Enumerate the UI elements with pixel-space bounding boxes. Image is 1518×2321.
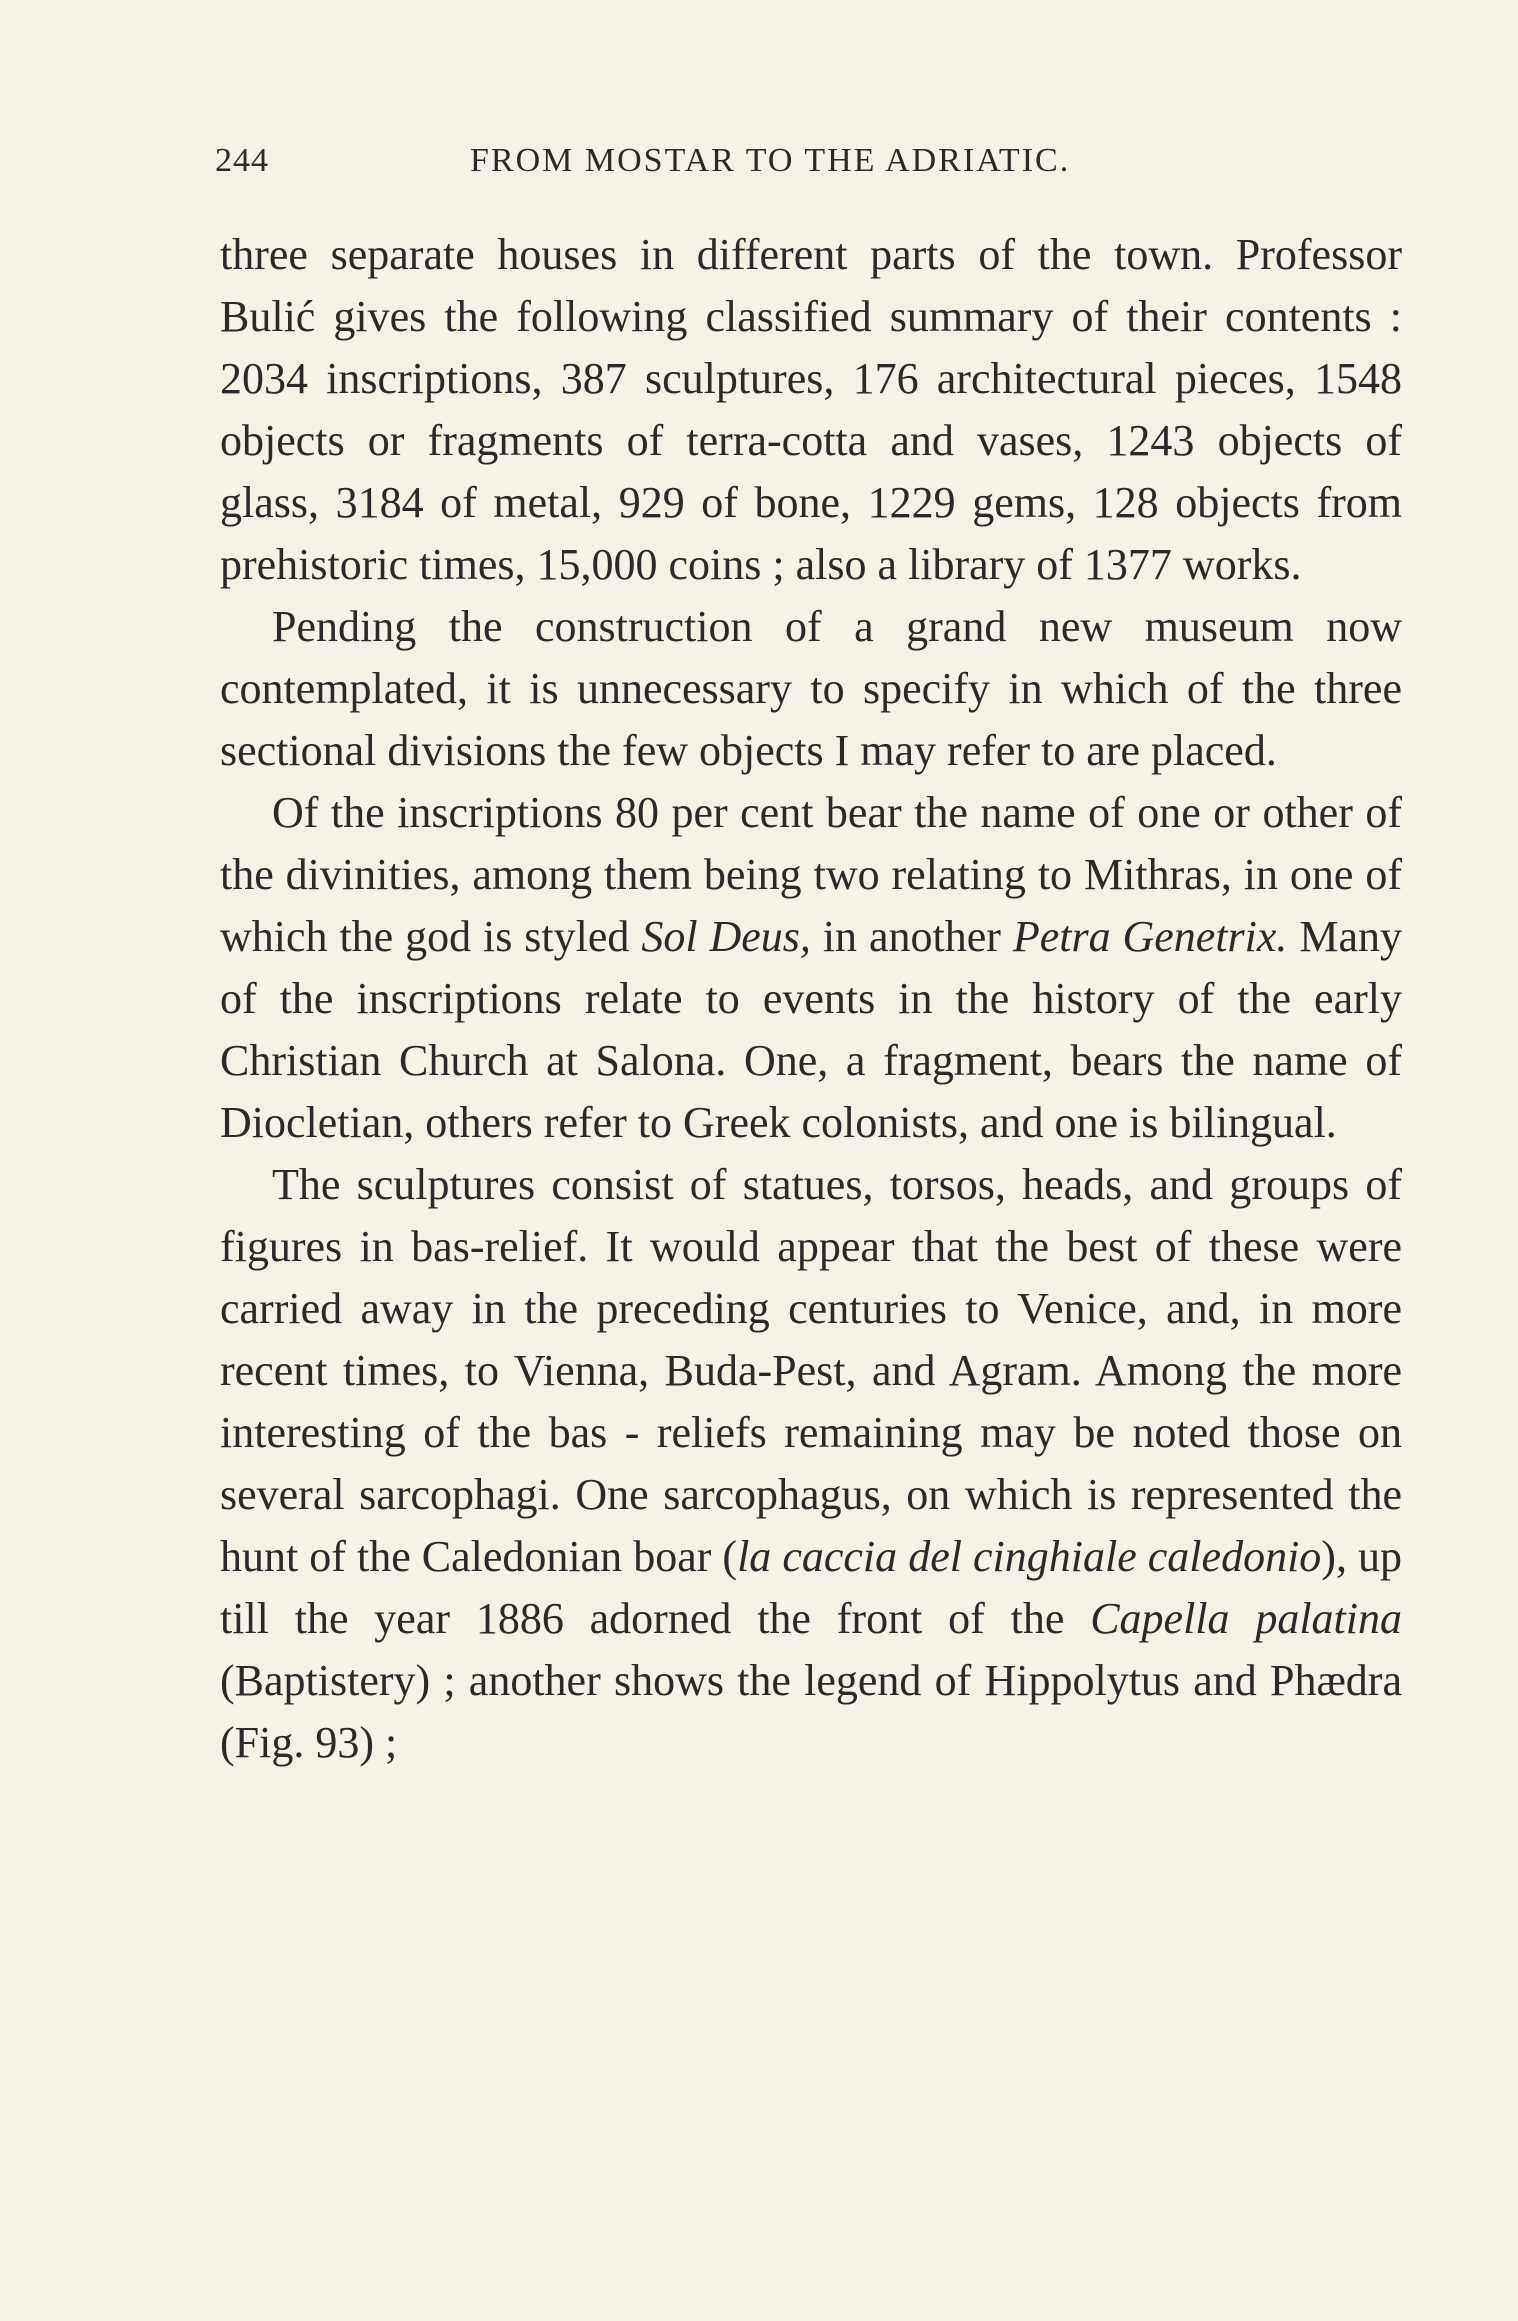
page-number: 244	[215, 142, 269, 179]
page-header	[215, 142, 1150, 202]
paragraph-new-museum: Pending the construction of a grand new museum now contemplated, it is unnecessary to specify in which of the three sectional divisions the few objects I may refer to are placed.	[220, 602, 1402, 775]
body-text	[220, 224, 1402, 1774]
sculptures-italic-caccia: la caccia del cinghiale caledonio	[737, 1532, 1322, 1581]
sculptures-text-1: The sculptures consist of statues, torsos, heads, and groups of figures in bas-relief. It would appear that the best of these were carried away in the preceding centuries to Venice, and, in more recent times, to Vienna, Buda-Pest, and Agram. Among the more interesting of the bas - reliefs remaining may be noted those on several sarcophagi. One sarcophagus, on which is represented the hunt of the Caledonian boar (	[220, 1160, 1402, 1581]
inscriptions-text-3: Many of the inscriptions relate to events in the history of the early Christian Church at Salona. One, a fragment, bears the name of Diocletian, others refer to Greek colonists, and one is bilingual.	[220, 912, 1403, 1147]
paragraph-museum-contents: three separate houses in different parts of the town. Professor Bulić gives the following classified summary of their contents : 2034 inscriptions, 387 sculptures, 176 architectural pieces, 1548 objects or fragments of terra-cotta and vases, 1243 objects of glass, 3184 of metal, 929 of bone, 1229 gems, 128 objects from prehistoric times, 15,000 coins ; also a library of 1377 works.	[220, 230, 1402, 589]
inscriptions-text-2: in another	[810, 912, 1013, 961]
paragraph-sculptures	[220, 1154, 1402, 1774]
inscriptions-italic-sol-deus: Sol Deus,	[641, 912, 811, 961]
paragraph-inscriptions	[220, 782, 1402, 1154]
inscriptions-text-1: Of the inscriptions 80 per cent bear the name of one or other of the divinities, among them being two relating to Mithras, in one of which the god is styled	[220, 788, 1402, 961]
sculptures-text-2: ), up till the year 1886 adorned the front of the	[220, 1532, 1402, 1643]
sculptures-text-3: (Baptistery) ; another shows the legend of Hippolytus and Phædra (Fig. 93) ;	[220, 1656, 1402, 1767]
sculptures-italic-capella: Capella palatina	[1090, 1594, 1403, 1643]
inscriptions-italic-petra-genetrix: Petra Genetrix.	[1012, 912, 1288, 961]
running-title: FROM MOSTAR TO THE ADRIATIC.	[470, 142, 1071, 179]
